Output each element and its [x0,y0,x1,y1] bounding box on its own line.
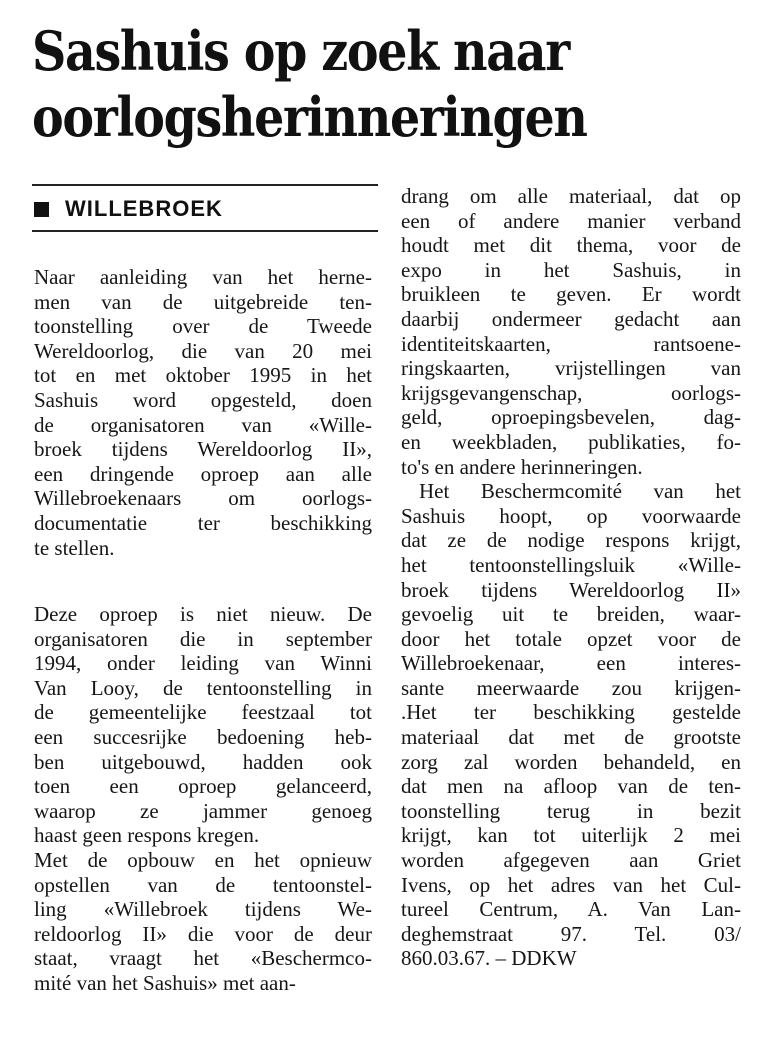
text-line: 1994, onder leiding van Winni [34,651,372,676]
kicker [34,194,223,224]
text-line: opstellen van de tentoonstel- [34,872,372,897]
text-line: waarop ze jammer genoeg [34,798,372,823]
text-line: Willebroekenaar, een interes- [401,651,741,676]
text-line: gevoelig uit te breiden, waar- [401,602,741,627]
text-line: reldoorlog II» die voor de deur [34,921,372,946]
text-line: men van de uitgebreide ten- [34,289,372,314]
headline-line-1: Sashuis op zoek naar [32,19,569,83]
text-line: toen een oproep gelanceerd, [34,774,372,799]
text-line: documentatie ter beschikking [34,510,372,535]
body-text-column-2-paragraph-1 [401,184,741,479]
text-line: een of andere manier verband [401,208,741,233]
text-line: tot en met oktober 1995 in het [34,363,372,388]
kicker-label: WILLEBROEK [65,196,223,221]
text-line: mité van het Sashuis» met aan- [34,970,296,995]
text-line: ringskaarten, vrijstellingen van [401,356,741,381]
body-column-1 [34,602,372,996]
text-line: Wereldoorlog, die van 20 mei [34,338,372,363]
text-line: staat, vraagt het «Beschermco- [34,946,372,971]
text-line: toonstelling terug in bezit [401,798,741,823]
text-line: organisatoren die in september [34,626,372,651]
text-line: zorg zal worden behandeld, en [401,749,741,774]
body-column-2 [401,184,741,971]
text-line: haast geen respons kregen. [34,823,260,848]
square-bullet-icon [34,202,49,217]
text-line: krijgsgevangenschap, oorlogs- [401,380,741,405]
text-line: ben uitgebouwd, hadden ook [34,749,372,774]
text-line: drang om alle materiaal, dat op [401,184,741,208]
text-line: to's en andere herinneringen. [401,454,643,479]
text-line: dat men na afloop van de ten- [401,774,741,799]
text-line: te stellen. [34,535,115,560]
text-line: identiteitskaarten, rantsoene- [401,331,741,356]
text-line: geld, oproepingsbevelen, dag- [401,405,741,430]
text-line: toonstelling over de Tweede [34,314,372,339]
text-line: door het totale opzet voor de [401,626,741,651]
text-line: een succesrijke bedoening heb- [34,724,372,749]
text-line: sante meerwaarde zou krijgen- [401,675,741,700]
headline [32,18,666,150]
kicker-rule-bottom [32,230,378,232]
text-line: materiaal dat met de grootste [401,725,741,750]
text-line: de gemeentelijke feestzaal tot [34,700,372,725]
text-line: Sashuis hoopt, op voorwaarde [401,503,741,528]
text-line: broek tijdens Wereldoorlog II», [34,437,372,462]
text-line: daarbij ondermeer gedacht aan [401,306,741,331]
text-line: een dringende oproep aan alle [34,461,372,486]
text-line: tureel Centrum, A. Van Lan- [401,897,741,922]
text-line: bruikleen te geven. Er wordt [401,282,741,307]
text-line: de organisatoren van «Wille- [34,412,372,437]
text-line: krijgt, kan tot uiterlijk 2 mei [401,823,741,848]
text-line: dat ze de nodige respons krijgt, [401,528,741,553]
body-text-column-1 [34,602,372,996]
kicker-rule-top [32,184,378,186]
text-line: Naar aanleiding van het herne- [34,265,372,289]
text-line: Met de opbouw en het opnieuw [34,847,372,872]
text-line: Ivens, op het adres van het Cul- [401,872,741,897]
text-line: .Het ter beschikking gestelde [401,700,741,725]
text-line: 860.03.67. – DDKW [401,946,577,971]
text-line: worden afgegeven aan Griet [401,848,741,873]
text-line: houdt met dit thema, voor de [401,233,741,258]
text-line: het tentoonstellingsluik «Wille- [401,552,741,577]
text-line: Deze oproep is niet nieuw. De [34,602,372,626]
text-line: expo in het Sashuis, in [401,257,741,282]
text-line: ling «Willebroek tijdens We- [34,897,372,922]
text-line: broek tijdens Wereldoorlog II» [401,577,741,602]
text-line: Het Beschermcomité van het [419,479,741,504]
text-line: Van Looy, de tentoonstelling in [34,675,372,700]
text-line: deghemstraat 97. Tel. 03/ [401,921,741,946]
body-text-column-2-paragraph-2 [401,479,741,971]
lead-text [34,265,372,560]
text-line: en weekbladen, publikaties, fo- [401,429,741,454]
headline-line-2: oorlogsherinneringen [32,85,587,149]
text-line: Sashuis word opgesteld, doen [34,387,372,412]
text-line: Willebroekenaars om oorlogs- [34,486,372,511]
lead-paragraph [34,265,372,560]
